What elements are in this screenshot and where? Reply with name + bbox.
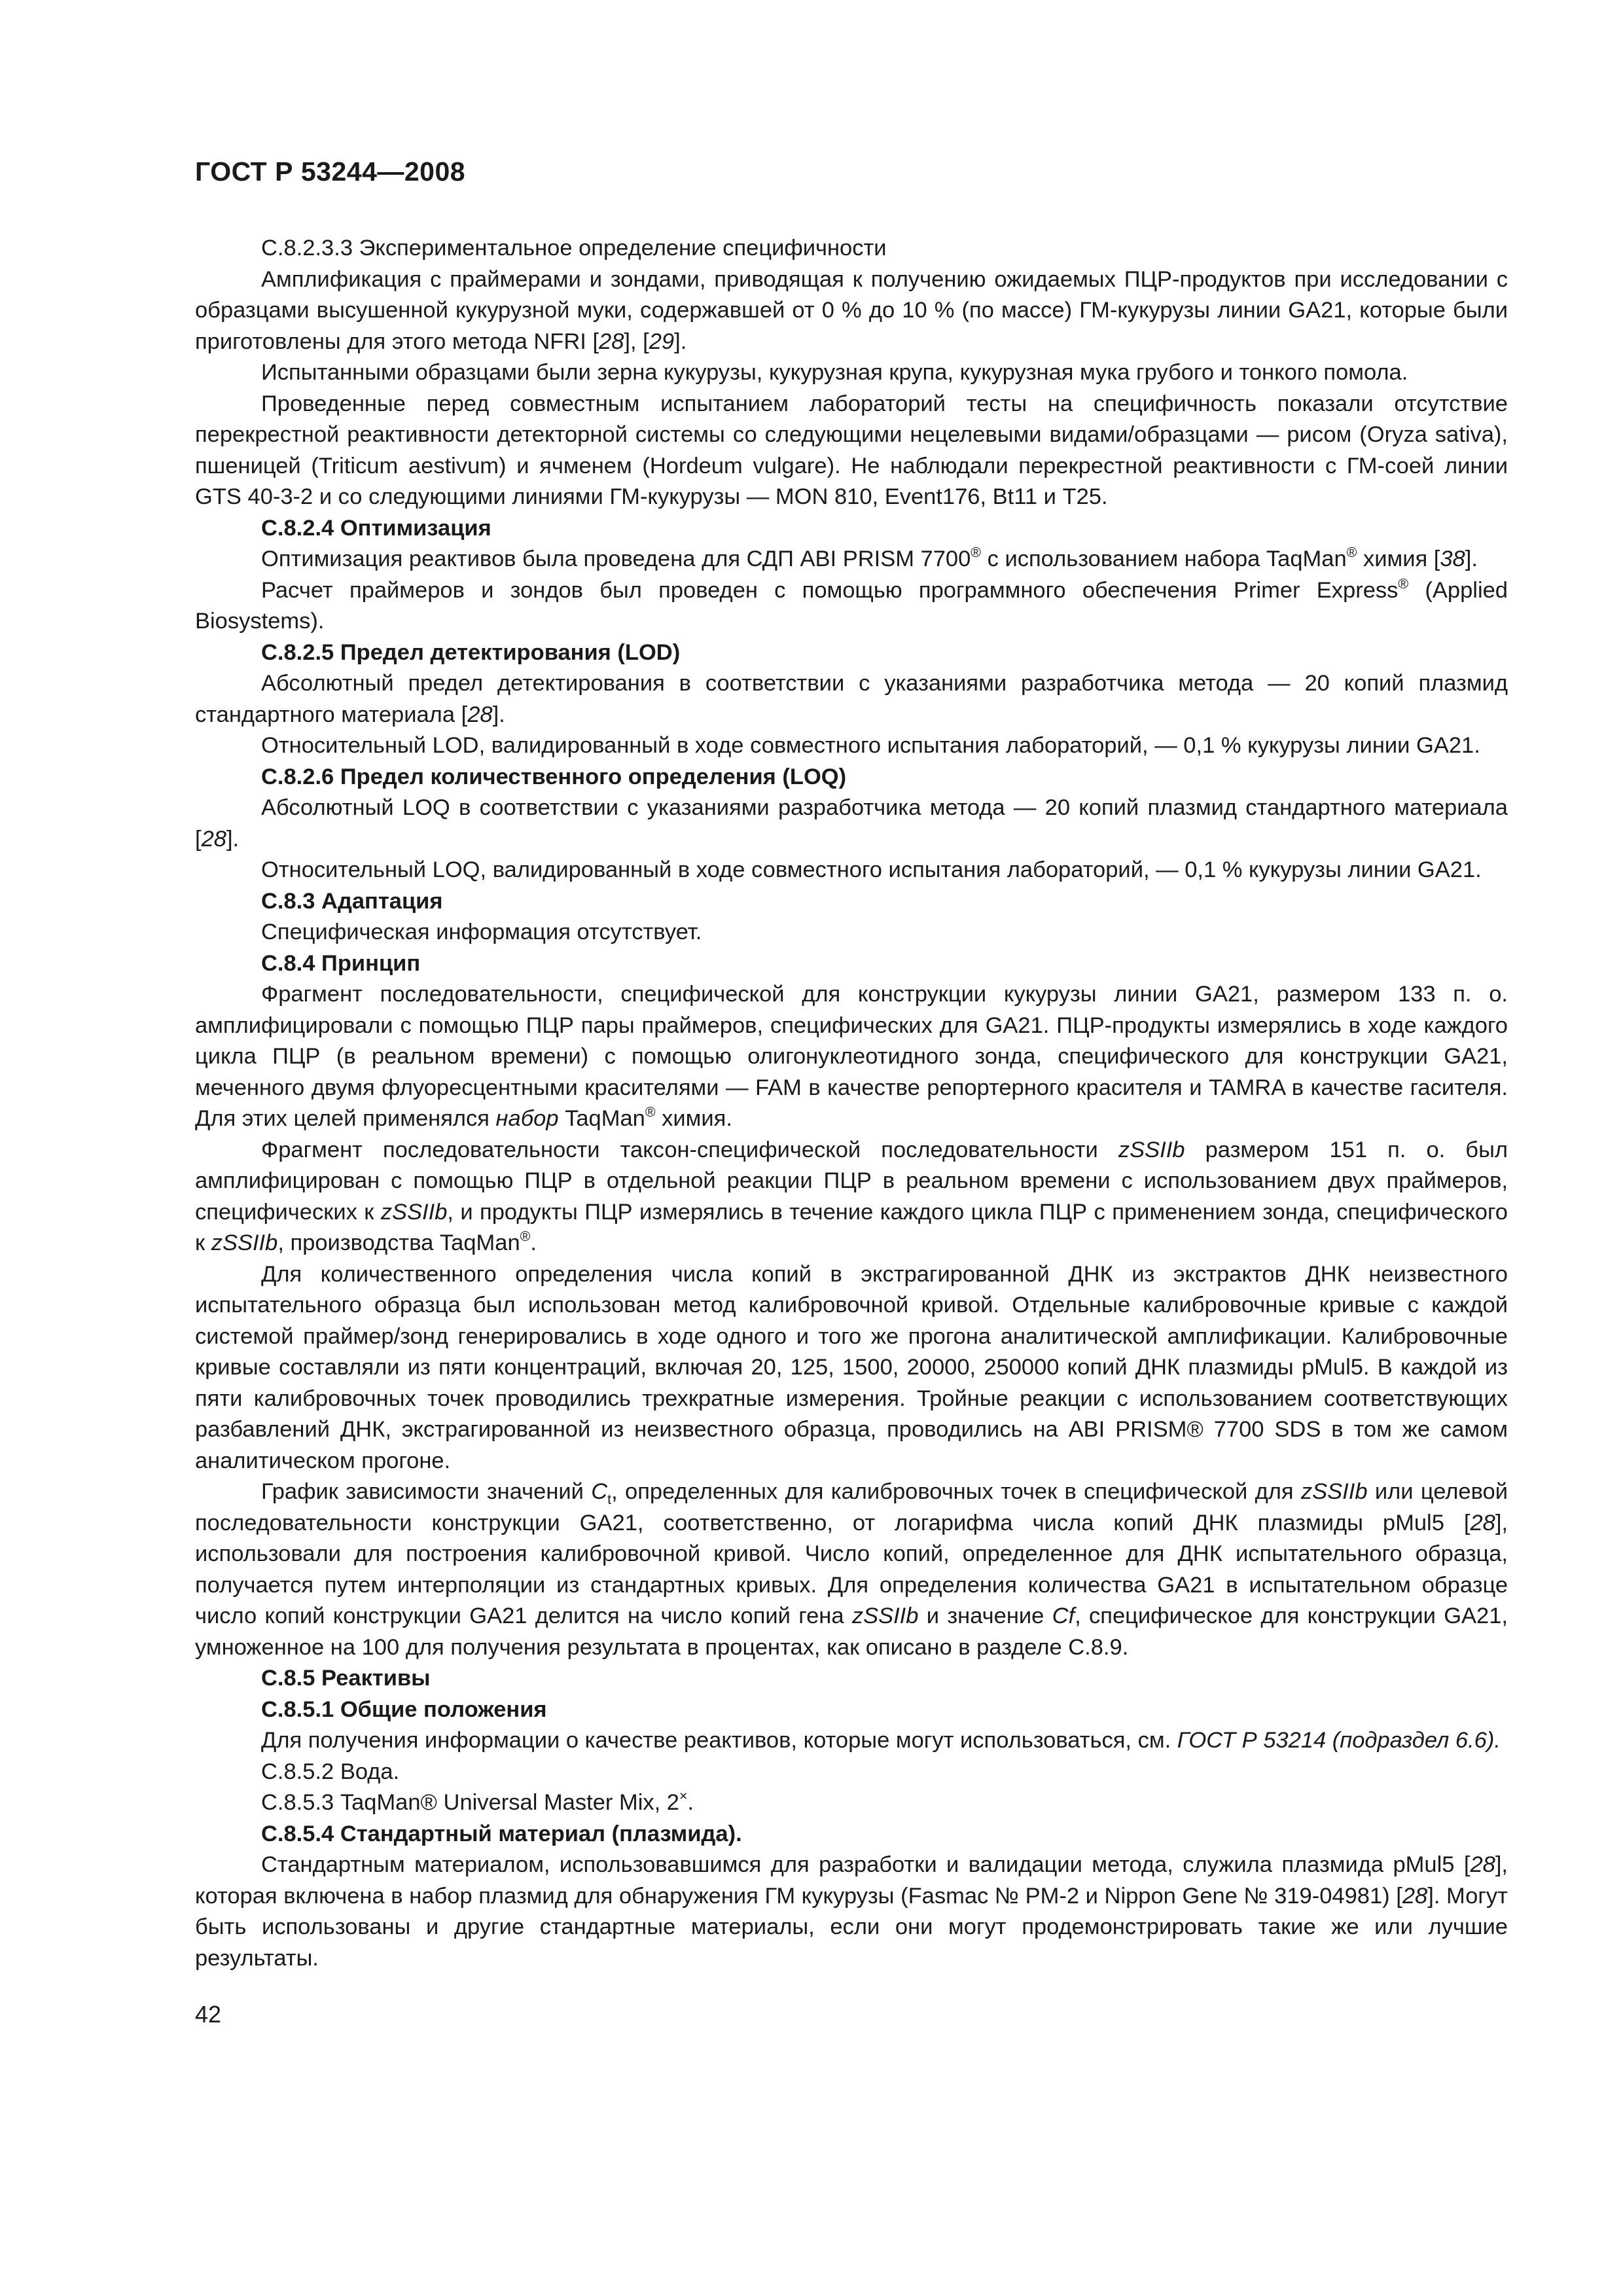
section-c826-heading: С.8.2.6 Предел количественного определения (LOQ): [261, 764, 847, 789]
page-number: 42: [195, 2001, 222, 2028]
paragraph-calibration-method: Для количественного определения числа копий в экстрагированной ДНК из экстрактов ДНК неизвестного испытательного образца был использован метод калибровочной кривой. Отдельные калибровочные кривые с каждой системой праймер/зонд генерировались в ходе одного и того же прогона аналитической амплификации. Калибровочные кривые составляли из пяти концентраций, включая 20, 125, 1500, 20000, 250000 копий ДНК плазмиды pMul5. В каждой из пяти калибровочных точек проводились трехкратные измерения. Тройные реакции с использованием соответствующих разбавлений ДНК, экстрагированной из неизвестного образца, проводились на ABI PRISM® 7700 SDS в том же самом аналитическом прогоне.: [195, 1261, 1508, 1473]
document-page: [195, 156, 1508, 2030]
section-c852-water: С.8.5.2 Вода.: [261, 1759, 400, 1784]
section-c824-heading: С.8.2.4 Оптимизация: [261, 515, 491, 541]
section-c85-heading: С.8.5 Реактивы: [261, 1666, 431, 1691]
paragraph-tested-samples: Испытанными образцами были зерна кукурузы, кукурузная крупа, кукурузная мука грубого и тонкого помола.: [261, 360, 1408, 385]
paragraph-standard-material: Стандартным материалом, использовавшимся для разработки и валидации метода, служила плазмида pMul5 [28], которая включена в набор плазмид для обнаружения ГМ кукурузы (Fasmac № PM-2 и Nippon Gene № 319-04981) [28]. Могут быть использованы и другие стандартные материалы, если они могут продемонстрировать такие же или лучшие результаты.: [195, 1852, 1508, 1971]
paragraph-primer-design: Расчет праймеров и зондов был проведен с помощью программного обеспечения Primer Express® (Applied Biosystems).: [195, 575, 1508, 634]
paragraph-relative-loq: Относительный LOQ, валидированный в ходе совместного испытания лабораторий, — 0,1 % кукурузы линии GA21.: [261, 857, 1482, 882]
paragraph-optimization: Оптимизация реактивов была проведена для СДП ABI PRISM 7700® с использованием набора TaqMan® химия [38].: [261, 545, 1478, 571]
paragraph-absolute-loq: Абсолютный LOQ в соответствии с указаниями разработчика метода — 20 копий плазмид стандартного материала [28].: [195, 795, 1508, 852]
paragraph-reagents-general: Для получения информации о качестве реактивов, которые могут использоваться, см. ГОСТ Р 53214 (подраздел 6.6).: [261, 1728, 1501, 1753]
paragraph-amplification: Амплификация с праймерами и зондами, приводящая к получению ожидаемых ПЦР-продуктов при исследовании с образцами высушенной кукурузной муки, содержавшей от 0 % до 10 % (по массе) ГМ-кукурузы линии GA21, которые были приготовлены для этого метода NFRI [28], [29].: [195, 266, 1508, 354]
section-c851-heading: С.8.5.1 Общие положения: [261, 1696, 547, 1722]
section-c8233-heading: С.8.2.3.3 Экспериментальное определение специфичности: [261, 236, 887, 260]
paragraph-absolute-lod: Абсолютный предел детектирования в соответствии с указаниями разработчика метода — 20 копий плазмид стандартного материала [28].: [195, 671, 1508, 727]
section-c83-heading: С.8.3 Адаптация: [261, 888, 443, 914]
paragraph-calibration-curve: График зависимости значений $C_t$, определенных для калибровочных точек в специфической для zSSIIb или целевой последовательности конструкции GA21, соответственно, от логарифма числа копий ДНК плазмиды pMul5 [28], использовали для построения калибровочной кривой. Число копий, определенное для ДНК испытательного образца, получается путем интерполяции из стандартных кривых. Для определения количества GA21 в испытательном образце число копий конструкции GA21 делится на число копий гена zSSIIb и значение Cf, специфическое для конструкции GA21, умноженное на 100 для получения результата в процентах, как описано в разделе С.8.9.: [195, 1479, 1508, 1660]
paragraph-relative-lod: Относительный LOD, валидированный в ходе совместного испытания лабораторий, — 0,1 % кукурузы линии GA21.: [261, 733, 1480, 758]
paragraph-principle-fragment: Фрагмент последовательности, специфической для конструкции кукурузы линии GA21, размером 133 п. о. амплифицировали с помощью ПЦР пары праймеров, специфических для GA21. ПЦР-продукты измерялись в ходе каждого цикла ПЦР (в реальном времени) с помощью олигонуклеотидного зонда, специфического для конструкции GA21, меченного двумя флуоресцентными красителями — FAM в качестве репортерного красителя и TAMRA в качестве гасителя. Для этих целей применялся набор TaqMan® химия.: [195, 982, 1508, 1131]
section-c825-heading: С.8.2.5 Предел детектирования (LOD): [261, 639, 681, 665]
paragraph-specificity-tests: Проведенные перед совместным испытанием лабораторий тесты на специфичность показали отсутствие перекрестной реактивности детекторной системы со следующими нецелевыми видами/образцами — рисом (Oryza sativa), пшеницей (Triticum aestivum) и ячменем (Hordeum vulgare). Не наблюдали перекрестной реактивности с ГМ-соей линии GTS 40-3-2 и со следующими линиями ГМ-кукурузы — MON 810, Event176, Bt11 и T25.: [195, 391, 1508, 509]
paragraph-adaptation: Специфическая информация отсутствует.: [261, 920, 702, 944]
paragraph-taxon-fragment: Фрагмент последовательности таксон-специфической последовательности zSSIIb размером 151 п. о. был амплифицирован с помощью ПЦР в отдельной реакции ПЦР в реальном времени с использованием двух праймеров, специфических к zSSIIb, и продукты ПЦР измерялись в течение каждого цикла ПЦР с применением зонда, специфического к zSSIIb, производства TaqMan®.: [195, 1137, 1508, 1255]
section-c854-heading: С.8.5.4 Стандартный материал (плазмида).: [261, 1821, 742, 1846]
section-c853-master-mix: С.8.5.3 TaqMan® Universal Master Mix, 2×.: [261, 1788, 694, 1815]
document-code-header: ГОСТ Р 53244—2008: [195, 156, 466, 187]
section-c84-heading: С.8.4 Принцип: [261, 950, 421, 976]
